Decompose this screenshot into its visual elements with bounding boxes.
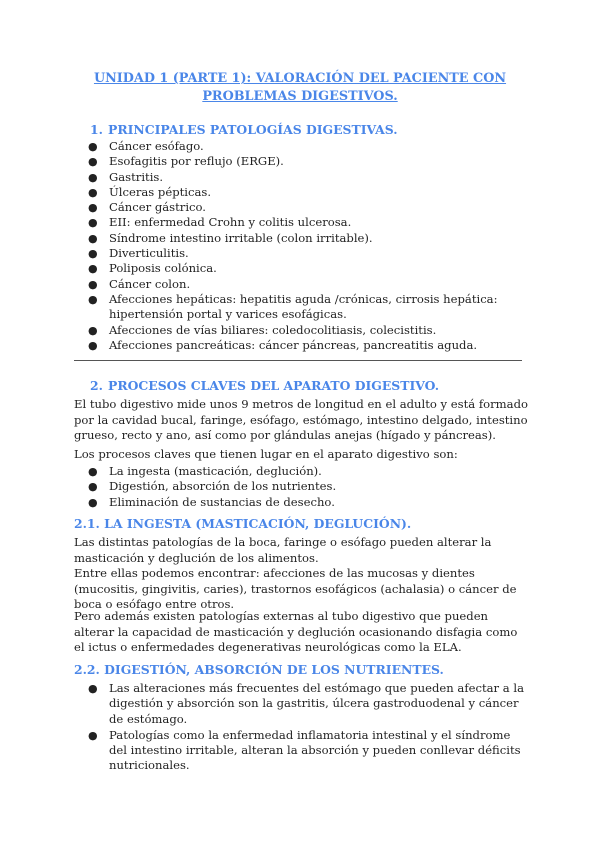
section1-heading-text: PRINCIPALES PATOLOGÍAS DIGESTIVAS. (108, 122, 398, 137)
section2-heading (90, 377, 439, 394)
section2-list (0, 464, 529, 510)
section2-intro: El tubo digestivo mide unos 9 metros de longitud en el adulto y está formado por la cavidad bucal, faringe, esófago, estómago, intestino delgado, intestino grueso, recto y ano, así como por glándulas anejas (hígado y páncreas). (74, 397, 528, 443)
list-item: ● Gastritis. (88, 169, 164, 184)
bullet-icon: ● (88, 155, 98, 169)
list-item: ● Patologías como la enfermedad inflamatoria intestinal y el síndrome del intestino irritable, alteran la absorción y pueden conllevar déficits nutricionales. (88, 727, 521, 773)
list-item: ● Diverticulitis. (88, 246, 189, 261)
bullet-icon: ● (88, 247, 98, 261)
list-item: ● Esofagitis por reflujo (ERGE). (88, 154, 284, 169)
section22-list (0, 681, 529, 774)
bullet-icon: ● (88, 231, 98, 245)
bullet-icon: ● (88, 277, 98, 291)
list-item: ● Eliminación de sustancias de desecho. (88, 494, 335, 509)
bullet-icon: ● (88, 728, 98, 742)
bullet-icon: ● (88, 323, 98, 337)
section22-heading: 2.2. DIGESTIÓN, ABSORCIÓN DE LOS NUTRIENTES. (74, 662, 444, 677)
bullet-icon: ● (88, 465, 98, 478)
bullet-icon: ● (88, 338, 98, 352)
section2-number: 2. (90, 378, 103, 393)
section2-lead: Los procesos claves que tienen lugar en el aparato digestivo son: (74, 447, 458, 461)
list-item: ● Poliposis colónica. (88, 261, 217, 276)
list-item: ● La ingesta (masticación, deglución). (88, 464, 322, 478)
list-item: ● Afecciones hepáticas: hepatitis aguda /crónicas, cirrosis hepática: hipertensión portal y varices esofágicas. (88, 291, 498, 322)
list-item: ● Cáncer colon. (88, 276, 191, 291)
section1-heading (90, 121, 398, 138)
section21-paragraph-3: Pero además existen patologías externas al tubo digestivo que pueden alterar la capacidad de masticación y deglución ocasionando disfagia como el ictus o enfermedades degenerativas neurológicas como la ELA. (74, 609, 518, 655)
horizontal-divider (74, 360, 522, 361)
list-item: ● Síndrome intestino irritable (colon irritable). (88, 230, 373, 245)
bullet-icon: ● (88, 140, 98, 153)
section1-list (0, 139, 529, 353)
title-line-1: UNIDAD 1 (PARTE 1): VALORACIÓN DEL PACIENTE CON (93, 71, 507, 86)
section21-heading: 2.1. LA INGESTA (MASTICACIÓN, DEGLUCIÓN). (74, 516, 412, 531)
section21-paragraph-1: Las distintas patologías de la boca, faringe o esófago pueden alterar la masticación y deglución de los alimentos. (74, 535, 492, 565)
bullet-icon: ● (88, 495, 98, 509)
bullet-icon: ● (88, 262, 98, 276)
list-item: ● Cáncer gástrico. (88, 200, 206, 215)
bullet-icon: ● (88, 682, 98, 695)
list-item: ● Las alteraciones más frecuentes del estómago que pueden afectar a la digestión y absorción son la gastritis, úlcera gastroduodenal y cáncer de estómago. (88, 681, 524, 726)
section1-number: 1. (90, 122, 103, 137)
list-item: ● Digestión, absorción de los nutrientes. (88, 479, 337, 494)
list-item: ● Afecciones pancreáticas: cáncer páncreas, pancreatitis aguda. (88, 337, 478, 352)
bullet-icon: ● (88, 292, 98, 306)
bullet-icon: ● (88, 216, 98, 230)
section21-paragraph-2: Entre ellas podemos encontrar: afecciones de las mucosas y dientes (mucositis, gingivitis, caries), trastornos esofágicos (achalasia) o cáncer de boca o esófago entre otros. (74, 566, 517, 612)
list-item: ● Cáncer esófago. (88, 139, 204, 153)
bullet-icon: ● (88, 480, 98, 494)
list-item: ● Úlceras pépticas. (88, 184, 212, 199)
list-item: ● Afecciones de vías biliares: coledocolitiasis, colecistitis. (88, 322, 437, 337)
bullet-icon: ● (88, 201, 98, 215)
list-item: ● EII: enfermedad Crohn y colitis ulcerosa. (88, 215, 352, 230)
document-title (74, 70, 526, 106)
bullet-icon: ● (88, 185, 98, 199)
section2-heading-text: PROCESOS CLAVES DEL APARATO DIGESTIVO. (108, 378, 440, 393)
bullet-icon: ● (88, 170, 98, 184)
title-line-2: PROBLEMAS DIGESTIVOS. (202, 89, 398, 104)
